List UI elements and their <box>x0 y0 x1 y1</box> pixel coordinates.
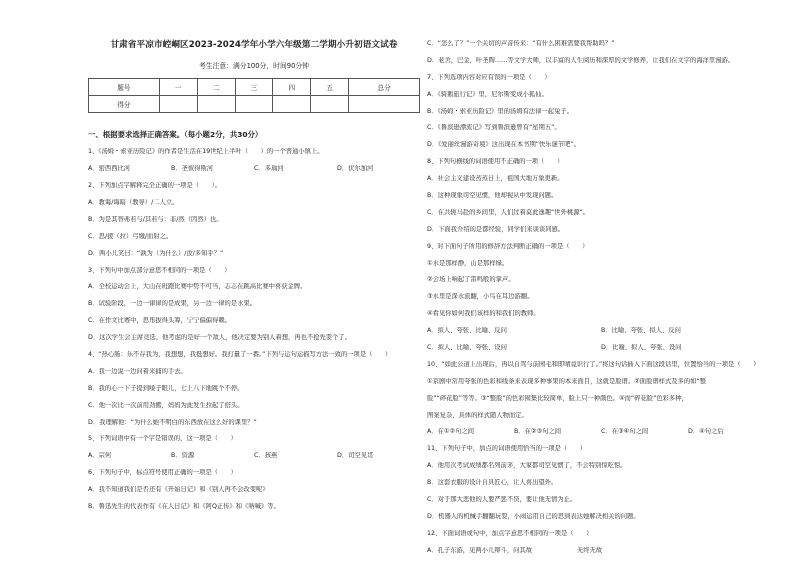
option: C．拟人、比喻、夸张、设问 <box>427 344 507 352</box>
option: A．宗何 <box>88 452 112 460</box>
option-line: A．《骑鹅旅行记》里，尼尔斯变成小狐仙。 <box>427 90 548 98</box>
question-line: 5、下列词语中有一个字是错误的，这一项是（ ） <box>88 435 237 443</box>
option-line: D．两小儿笑曰：“孰为（为什么）/汝/多知乎？” <box>88 249 224 257</box>
question-line: 1、《汤姆・索亚历险记》的作者是生活在19世纪上半叶（ ）的一个普通小镇上。 <box>88 148 324 156</box>
option-line: C．“怎么了？”一个关切的声音传来：“有什么困难需要我帮助吗？” <box>427 40 615 47</box>
score-cell: 总分 <box>349 79 420 96</box>
option-line: D．机器人的机械手翻翻玩耍，小雨运用自己的思到表达她解决相关的问题。 <box>427 512 640 520</box>
option-line: B．《汤姆・索亚历险记》里的汤姆有法律一起兔子。 <box>427 107 573 115</box>
option-line: D．我理解他：“为什么她不明白的东西放在这么好的课里？” <box>88 418 257 426</box>
option-row <box>427 428 775 437</box>
option-line: C．在作文比赛中，思彤拔得头筹，宁宁偏偏得赖。 <box>88 317 231 325</box>
option: A．密西西比河 <box>88 165 131 173</box>
option-line: D．老舍，巴金，叶圣陶……等文学大师，以丰富的人生阅历和深厚的文学修养，让我们在文字的海洋里漫游。 <box>427 56 735 64</box>
option-row <box>427 327 775 336</box>
question-line: 8、下列句横线的词语使用不正确的一项（ ） <box>427 158 564 166</box>
question-line: 9、对下面句子所用的修辞方法判断正确的一项是（ ） <box>427 242 589 250</box>
option-line: B．这种现象司空见惯，他却视从中发现问题。 <box>427 192 558 200</box>
option-line: B．为是其智弗若与/其若与：非/然（因然）也。 <box>88 215 223 223</box>
score-cell: 五 <box>311 79 349 96</box>
option-line: D．这次学生会主席竞选，他考虑的是好一个敌人，他决定要为别人着想，再也不抢先耍个了。 <box>88 334 352 342</box>
right-column <box>427 40 775 555</box>
question-line: 2、下列加点字解释完全正确的一项是（ ）。 <box>88 182 222 190</box>
score-cell <box>349 96 420 113</box>
passage-line: 脸”“碎花脸”等等。③“整脸”的色彩囤集比较简单，脸上只一种颜色。④而“碎花脸”色彩多种， <box>427 394 688 402</box>
score-cell <box>159 96 197 113</box>
question-line: 7、下列选项内容对应有误的一项是（ ） <box>427 73 551 81</box>
score-cell: 二 <box>197 79 235 96</box>
passage-line: ①京剧中常用夸张的色彩和线条来表现多种事果的本来面目，这就是脸谱。②面脸谱样式及多的如“整 <box>427 377 707 385</box>
sentence-line: ①水是那样静，山是那样绿。 <box>427 259 509 267</box>
option-line: A．社会主义建设蒸蒸日上，祖国大地万象更新。 <box>427 175 564 183</box>
question-line: 12、下面词语或句中，加点字意思不相同的一项是（ ） <box>427 529 593 537</box>
question-line: 6、下列句子中，标点符号使用正确的一项是（ ） <box>88 469 237 477</box>
score-cell: 一 <box>159 79 197 96</box>
option: D．④句之后 <box>688 428 724 436</box>
option-row <box>88 165 420 174</box>
option-row <box>427 344 775 353</box>
score-cell <box>273 96 311 113</box>
option: A．拟人、夸张、比喻、反问 <box>427 327 507 335</box>
left-column <box>88 38 420 512</box>
score-cell: 题号 <box>89 79 160 96</box>
option: B．资源 <box>171 452 195 460</box>
option: C．多瑙河 <box>254 165 284 173</box>
option: B．圣彼得斯河 <box>171 165 214 173</box>
option-line: C．思/援（拉）弓缴/而射之。 <box>88 232 173 240</box>
score-cell <box>197 96 235 113</box>
sentence-line: ③水里是深水流翻，小鸟在耳边游翻。 <box>427 293 534 301</box>
option-line: A．我不知道我们是否还有《开始日记》和《别人再不会改变呢》 <box>88 486 269 494</box>
score-table <box>88 78 420 113</box>
option-line: C．在共轭马赴的乡间里，人们过着莫此逸趣“世外桃源”。 <box>427 208 590 216</box>
question-line: 10、“如此公道上出现后，再以自驾与前园毛和即晴竟识行了。”将这句话插入下面这段话里，位置恰当的一项是（ ） <box>427 360 760 368</box>
option-line: C．《鲁滨逊漂流记》写到鲁滨逊曾有“星期五”。 <box>427 124 561 132</box>
option-line: C．对于那大悲他的人要严惩不贷，要让他无情为止。 <box>427 496 577 504</box>
option: D．伏尔加河 <box>337 165 374 173</box>
option-row <box>88 452 420 461</box>
score-cell: 三 <box>235 79 273 96</box>
score-cell: 得分 <box>89 96 160 113</box>
exam-title: 甘肃省平凉市崆峒区2023-2024学年小学六年级第二学期小升初语文试卷 <box>110 40 398 50</box>
option-line: D．《爱丽丝漫游奇境》这出现在本书期“快乐谜节吧”。 <box>427 141 581 149</box>
passage-line: 图案复杂，具体的样式随人物而定。 <box>427 411 528 419</box>
option-line: B．试验阶段，一边一律律的是成果，另一边一律的是水果。 <box>88 300 257 308</box>
option-line: A．教诲/诲暗（教导）/二人立。 <box>88 198 179 206</box>
option-line: B．鲁迅先生的代表作有《在人日记》和《阿Q正传》和《呐喊》等。 <box>88 503 280 510</box>
score-cell: 四 <box>273 79 311 96</box>
option: D．司空见贯 <box>337 452 374 460</box>
option: 无终无故 <box>577 546 603 554</box>
option: A．孔子东游，见两小儿辩斗，问其故 <box>427 546 533 554</box>
sentence-line: ④看见你如何我们该样的和我们的教师。 <box>427 310 540 318</box>
option-line: D．下面我介绍的是都经验，同学们来谈谈同感。 <box>427 225 565 233</box>
score-cell <box>235 96 273 113</box>
option-line: B．我的心一下子提到嗓子眼儿，七上八下地跳个不停。 <box>88 384 244 392</box>
score-header-row <box>89 79 420 96</box>
score-value-row <box>89 96 420 113</box>
option: B．比喻、夸张、拟人、反问 <box>601 327 681 335</box>
score-cell <box>311 96 349 113</box>
question-line: 3、下列句中加点部分意思不相同的一项是（ ） <box>88 266 231 274</box>
option-line: A．全校运动会上，大山在班跑比赛中势不可当，志志在跳高比赛中喜获金牌。 <box>88 283 307 291</box>
sentence-line: ②会场上响起了雷鸣般的掌声。 <box>427 276 515 284</box>
option: A．在①②句之间 <box>427 428 475 436</box>
option: C．在③④句之间 <box>601 428 649 436</box>
question-line: 11、下列句子中，加点的词语使用恰当的一项是（ ） <box>427 445 587 453</box>
option-line: A．他用次考试成绩都名列前茅，大家都司空见惯了，不会特别惊吃惊。 <box>427 462 627 470</box>
question-line: 4、“热心肠：乐不存我为，我想想，我挺想好。我打量了一番。”下列与运句运描写方法一致的一项是（ ） <box>88 350 392 358</box>
option-line: C．他一次比一次前用劲搬，妈妈为此发生拉起了搭头。 <box>88 401 244 409</box>
option-row <box>427 547 775 556</box>
option-line: A．我一边说一边问着来捕的手去。 <box>88 367 187 375</box>
option: C．孩燕 <box>254 452 278 460</box>
option-line: B．这套衣服的设计自具匠心，让人喜出望外。 <box>427 479 558 487</box>
option: D．比喻、拟人、夸张、设问 <box>601 344 682 352</box>
option: B．在②③句之间 <box>514 428 562 436</box>
exam-notice: 考生注意：满分100分，时间90分钟 <box>199 62 309 70</box>
section-heading: 一、根据要求选择正确答案。（每小题2分，共30分） <box>88 130 263 139</box>
